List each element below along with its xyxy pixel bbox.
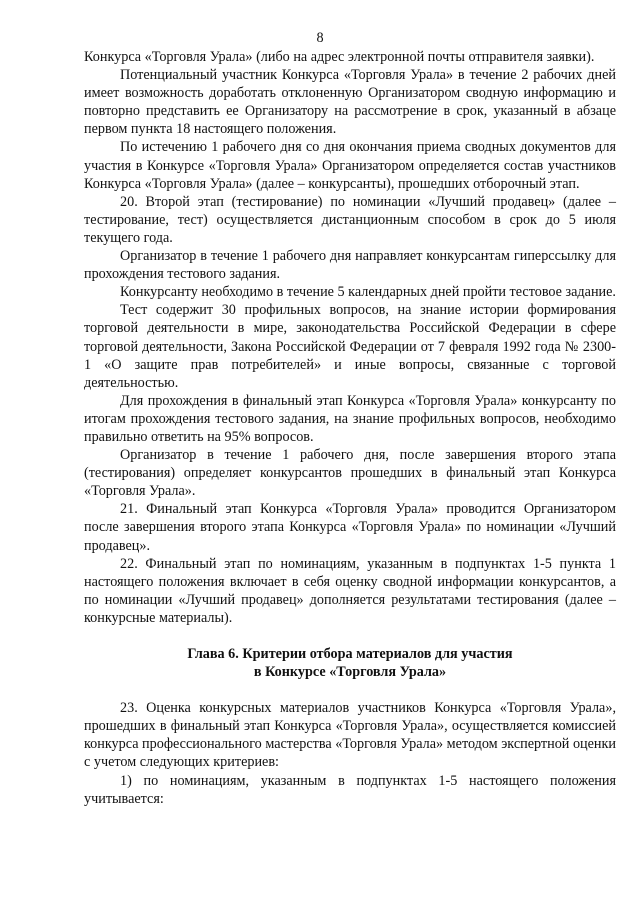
paragraph: Тест содержит 30 профильных вопросов, на знание истории формирования торговой деятельности в мире, законодательства Российской Федерации в сфере торговой деятельности, Закона Российской Федерации от 7 февраля 1992 года № 2300-1 «О защите прав потребителей» и иные вопросы, связанные с торговой деятельностью.	[84, 302, 616, 391]
paragraph: Конкурсанту необходимо в течение 5 календарных дней пройти тестовое задание.	[120, 284, 616, 301]
paragraph: Конкурса «Торговля Урала» (либо на адрес электронной почты отправителя заявки).	[84, 49, 595, 65]
chapter-title-line-1: Глава 6. Критерии отбора материалов для участия	[187, 646, 513, 662]
paragraph: 1) по номинациям, указанным в подпунктах 1-5 настоящего положения учитывается:	[84, 772, 616, 807]
paragraph: 23. Оценка конкурсных материалов участников Конкурса «Торговля Урала», прошедших в финальный этап Конкурса «Торговля Урала», осуществляется комиссией конкурса профессионального мастерства «Торговля Урала» методом экспертной оценки с учетом следующих критериев:	[84, 700, 617, 771]
paragraph: По истечению 1 рабочего дня со дня окончания приема сводных документов для участия в Конкурсе «Торговля Урала» Организатором определяется состав участников Конкурса «Торговля Урала» (далее – конкурсанты), прошедших отборочный этап.	[84, 139, 616, 192]
paragraph: 21. Финальный этап Конкурса «Торговля Урала» проводится Организатором после завершения второго этапа Конкурса «Торговля Урала» по номинации «Лучший продавец».	[84, 501, 616, 554]
paragraph: Организатор в течение 1 рабочего дня направляет конкурсантам гиперссылку для прохождения тестового задания.	[84, 248, 616, 283]
paragraph: Для прохождения в финальный этап Конкурса «Торговля Урала» конкурсанту по итогам прохождения тестового задания, на знание профильных вопросов, необходимо правильно ответить на 95% вопросов.	[84, 392, 616, 445]
paragraph: 22. Финальный этап по номинациям, указанным в подпунктах 1-5 пункта 1 настоящего положения включает в себя оценку сводной информации конкурсантов, а по номинации «Лучший продавец» дополняется результатами тестирования (далее – конкурсные материалы).	[84, 555, 616, 626]
chapter-title-line-2: в Конкурсе «Торговля Урала»	[253, 664, 447, 681]
page-number: 8	[316, 30, 324, 46]
paragraph: 20. Второй этап (тестирование) по номинации «Лучший продавец» (далее – тестирование, тест) осуществляется дистанционным способом в срок до 5 июля текущего года.	[84, 193, 616, 246]
spacer	[84, 627, 616, 645]
paragraph: Организатор в течение 1 рабочего дня, после завершения второго этапа (тестирования) определяет конкурсантов прошедших в финальный этап Конкурса «Торговля Урала».	[84, 447, 616, 500]
document-body	[84, 48, 616, 808]
paragraph: Потенциальный участник Конкурса «Торговля Урала» в течение 2 рабочих дней имеет возможность доработать отклоненную Организатором сводную информацию и повторно представить ее Организатору на рассмотрение в срок, указанный в абзаце первом пункта 18 настоящего положения.	[84, 67, 616, 138]
spacer	[84, 681, 616, 699]
